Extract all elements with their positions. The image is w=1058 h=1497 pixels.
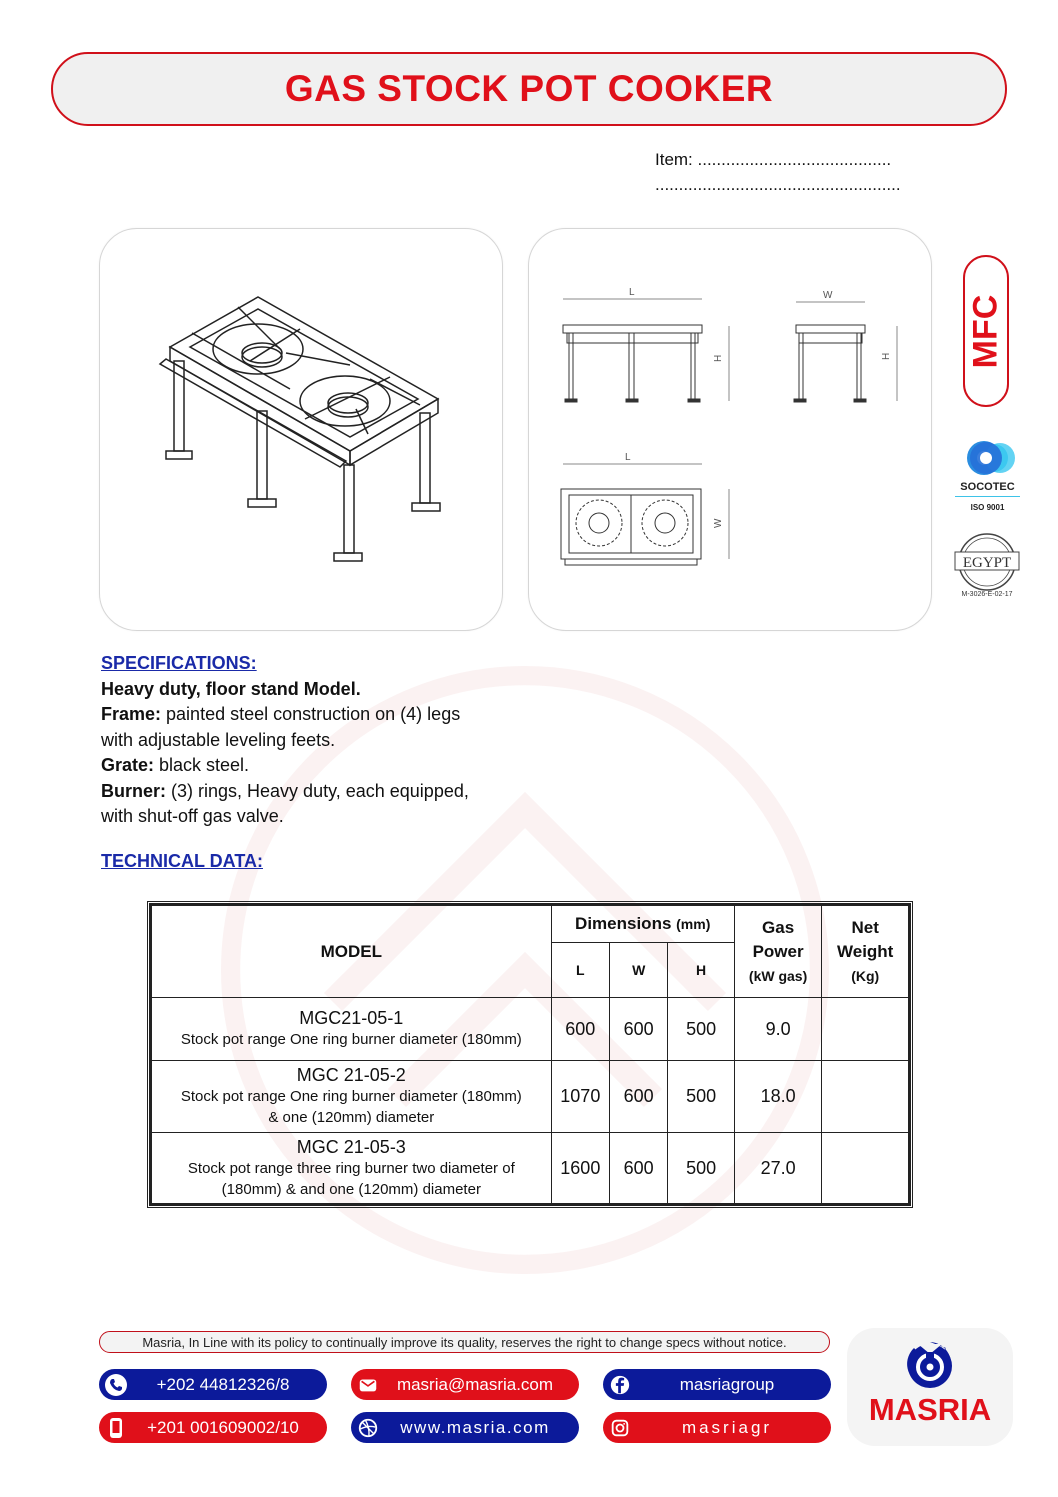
weight-unit: (Kg) bbox=[851, 967, 880, 984]
spec-line bbox=[101, 804, 469, 830]
socotec-divider bbox=[955, 496, 1020, 497]
length-cell: 1070 bbox=[551, 1061, 609, 1133]
model-name: MGC21-05-1 bbox=[299, 1008, 404, 1028]
phone-number: +202 44812326/8 bbox=[156, 1374, 290, 1394]
spec-line bbox=[101, 702, 469, 728]
email-address: masria@masria.com bbox=[396, 1374, 554, 1394]
width-cell: 600 bbox=[610, 1061, 668, 1133]
weight-cell bbox=[822, 1133, 910, 1205]
mobile-phone-icon bbox=[103, 1415, 129, 1441]
iso-label: ISO 9001 bbox=[970, 503, 1005, 512]
spec-text: (3) rings, Heavy duty, each equipped, bbox=[166, 780, 469, 801]
mfc-badge bbox=[963, 255, 1009, 407]
power-cell: 18.0 bbox=[734, 1061, 822, 1133]
masria-logo bbox=[847, 1328, 1013, 1446]
weight-label: Weight bbox=[837, 941, 894, 961]
facebook-icon bbox=[607, 1372, 633, 1398]
spec-intro-text: Heavy duty, floor stand Model. bbox=[101, 678, 361, 699]
technical-section bbox=[101, 849, 263, 875]
model-description: Stock pot range One ring burner diameter (180mm) bbox=[180, 1031, 522, 1048]
header-h: H bbox=[668, 943, 734, 998]
width-cell: 600 bbox=[610, 1133, 668, 1205]
length-cell: 1600 bbox=[551, 1133, 609, 1205]
table-row bbox=[151, 1133, 910, 1205]
weight-cell bbox=[822, 1061, 910, 1133]
dimensions-label: Dimensions bbox=[575, 914, 672, 933]
spec-text: with shut-off gas valve. bbox=[101, 806, 284, 826]
width-label: W bbox=[823, 290, 833, 301]
spec-text: black steel. bbox=[154, 755, 250, 775]
policy-notice: Masria, In Line with its policy to continually improve its quality, reserves the right to change specs without notice. bbox=[99, 1331, 830, 1353]
model-description: Stock pot range One ring burner diameter (180mm) bbox=[180, 1088, 522, 1105]
item-field-line: .................................................... bbox=[655, 175, 901, 194]
length-label: L bbox=[629, 287, 635, 298]
gas-label: Gas bbox=[762, 917, 795, 937]
model-cell bbox=[151, 1061, 552, 1133]
dimension-views-card bbox=[528, 228, 932, 631]
spec-label: Frame: bbox=[101, 704, 162, 724]
phone-icon bbox=[103, 1372, 129, 1398]
model-description: (180mm) & and one (120mm) diameter bbox=[221, 1180, 481, 1198]
isometric-drawing bbox=[100, 229, 504, 632]
model-description: Stock pot range three ring burner two diameter of bbox=[187, 1159, 515, 1177]
length-cell: 600 bbox=[551, 998, 609, 1061]
power-unit: (kW gas) bbox=[748, 967, 808, 984]
height-label: H bbox=[881, 352, 892, 360]
spec-label: Grate: bbox=[101, 755, 155, 775]
header-net-weight bbox=[822, 905, 910, 998]
instagram-handle: masriagr bbox=[681, 1417, 773, 1437]
dimension-drawing bbox=[529, 229, 933, 632]
spec-label: Burner: bbox=[101, 780, 167, 801]
svg-text:EGYPT: EGYPT bbox=[962, 555, 1012, 571]
website-url: www.masria.com bbox=[400, 1417, 550, 1437]
height-cell: 500 bbox=[668, 1061, 734, 1133]
power-cell: 27.0 bbox=[734, 1133, 822, 1205]
height-cell: 500 bbox=[668, 998, 734, 1061]
instagram-pill[interactable] bbox=[603, 1412, 831, 1443]
facebook-pill[interactable] bbox=[603, 1369, 831, 1400]
height-label: H bbox=[713, 354, 724, 362]
specifications-section bbox=[101, 651, 469, 830]
weight-cell bbox=[822, 998, 910, 1061]
model-cell bbox=[151, 998, 552, 1061]
socotec-name: SOCOTEC bbox=[960, 481, 1015, 493]
dimensions-unit: (mm) bbox=[676, 916, 711, 932]
model-description: & one (120mm) diameter bbox=[268, 1109, 435, 1126]
made-in-egypt-seal-icon bbox=[945, 530, 1030, 600]
technical-heading: TECHNICAL DATA: bbox=[101, 851, 263, 871]
masria-emblem-icon bbox=[904, 1338, 956, 1390]
spec-intro bbox=[101, 677, 469, 703]
mfc-label: MFC bbox=[966, 294, 1005, 368]
svg-text:M-3026-E-02-17: M-3026-E-02-17 bbox=[961, 591, 1013, 598]
instagram-icon bbox=[607, 1415, 633, 1441]
spec-line bbox=[101, 779, 469, 805]
technical-data-table bbox=[149, 903, 911, 1206]
width-label: W bbox=[713, 518, 724, 528]
header-gas-power bbox=[734, 905, 822, 998]
spec-text: painted steel construction on (4) legs bbox=[161, 704, 461, 724]
mobile-pill[interactable] bbox=[99, 1412, 327, 1443]
spec-line bbox=[101, 753, 469, 779]
spec-line bbox=[101, 728, 469, 754]
website-pill[interactable] bbox=[351, 1412, 579, 1443]
table-row bbox=[151, 998, 910, 1061]
table-row bbox=[151, 1061, 910, 1133]
mobile-number: +201 001609002/10 bbox=[147, 1417, 299, 1437]
title-banner bbox=[51, 52, 1007, 126]
item-field-label: Item: ......................................... bbox=[655, 150, 892, 169]
specifications-heading: SPECIFICATIONS: bbox=[101, 653, 257, 673]
power-cell: 9.0 bbox=[734, 998, 822, 1061]
height-cell: 500 bbox=[668, 1133, 734, 1205]
facebook-handle: masriagroup bbox=[679, 1374, 775, 1394]
power-label: Power bbox=[752, 941, 804, 961]
width-cell: 600 bbox=[610, 998, 668, 1061]
email-pill[interactable] bbox=[351, 1369, 579, 1400]
masria-wordmark: MASRIA bbox=[868, 1392, 992, 1427]
length-label: L bbox=[625, 452, 631, 463]
spec-text: with adjustable leveling feets. bbox=[101, 729, 336, 750]
model-cell bbox=[151, 1133, 552, 1205]
globe-icon bbox=[355, 1415, 381, 1441]
email-icon bbox=[355, 1372, 381, 1398]
header-w: W bbox=[610, 943, 668, 998]
page-title: GAS STOCK POT COOKER bbox=[284, 68, 774, 109]
header-dimensions bbox=[551, 905, 734, 943]
phone-pill[interactable] bbox=[99, 1369, 327, 1400]
header-l: L bbox=[551, 943, 609, 998]
isometric-image-card bbox=[99, 228, 503, 631]
header-model: MODEL bbox=[151, 905, 552, 998]
model-name: MGC 21-05-2 bbox=[296, 1065, 406, 1085]
model-name: MGC 21-05-3 bbox=[296, 1136, 406, 1157]
net-label: Net bbox=[851, 917, 879, 937]
